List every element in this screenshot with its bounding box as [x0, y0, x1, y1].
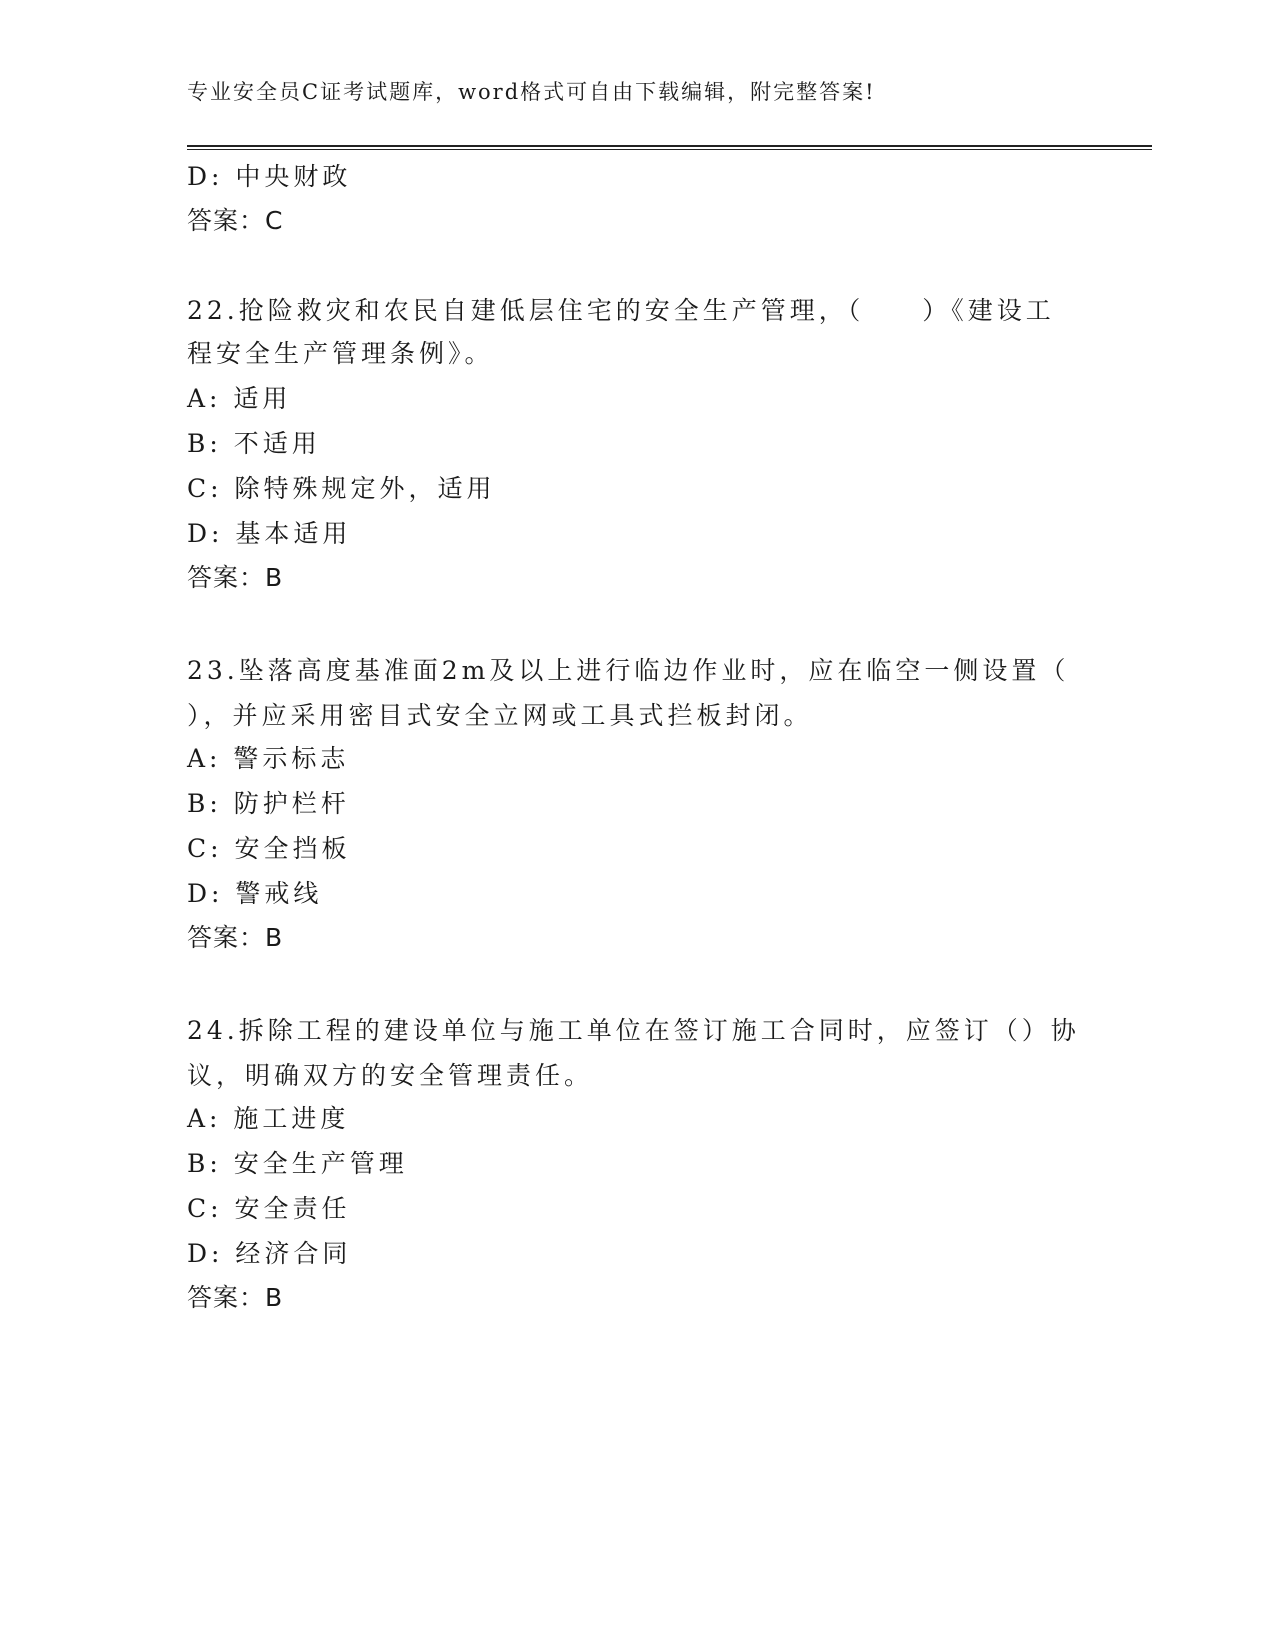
header-text: 专业安全员C证考试题库，word格式可自由下载编辑，附完整答案! [187, 80, 876, 104]
option-c: C: 除特殊规定外，适用 [187, 474, 496, 503]
header-divider [187, 145, 1152, 150]
option-b: B: 不适用 [187, 429, 321, 458]
option-d: D: 基本适用 [187, 519, 352, 548]
answer-line: 答案：B [187, 563, 284, 592]
option-a: A: 适用 [187, 384, 292, 413]
option-b: B: 安全生产管理 [187, 1149, 408, 1178]
option-c: C: 安全挡板 [187, 834, 351, 863]
option-d: D: 经济合同 [187, 1239, 352, 1268]
question-stem: 24.拆除工程的建设单位与施工单位在签订施工合同时，应签订（）协 [187, 1016, 1080, 1045]
question-stem: 23.坠落高度基准面2m及以上进行临边作业时，应在临空一侧设置（ [187, 656, 1070, 685]
answer-line: 答案：B [187, 923, 284, 952]
option-b: B: 防护栏杆 [187, 789, 350, 818]
question-stem: 22.抢险救灾和农民自建低层住宅的安全生产管理，（ ）《建设工 [187, 296, 1055, 325]
answer-line: 答案：C [187, 206, 284, 235]
question-stem: 议，明确双方的安全管理责任。 [187, 1061, 594, 1090]
option-d: D: 中央财政 [187, 162, 352, 191]
option-d: D: 警戒线 [187, 879, 323, 908]
question-stem: ），并应采用密目式安全立网或工具式拦板封闭。 [187, 701, 813, 730]
answer-line: 答案：B [187, 1283, 284, 1312]
option-a: A: 警示标志 [187, 744, 350, 773]
question-stem: 程安全生产管理条例》。 [187, 339, 494, 368]
option-c: C: 安全责任 [187, 1194, 351, 1223]
option-a: A: 施工进度 [187, 1104, 350, 1133]
